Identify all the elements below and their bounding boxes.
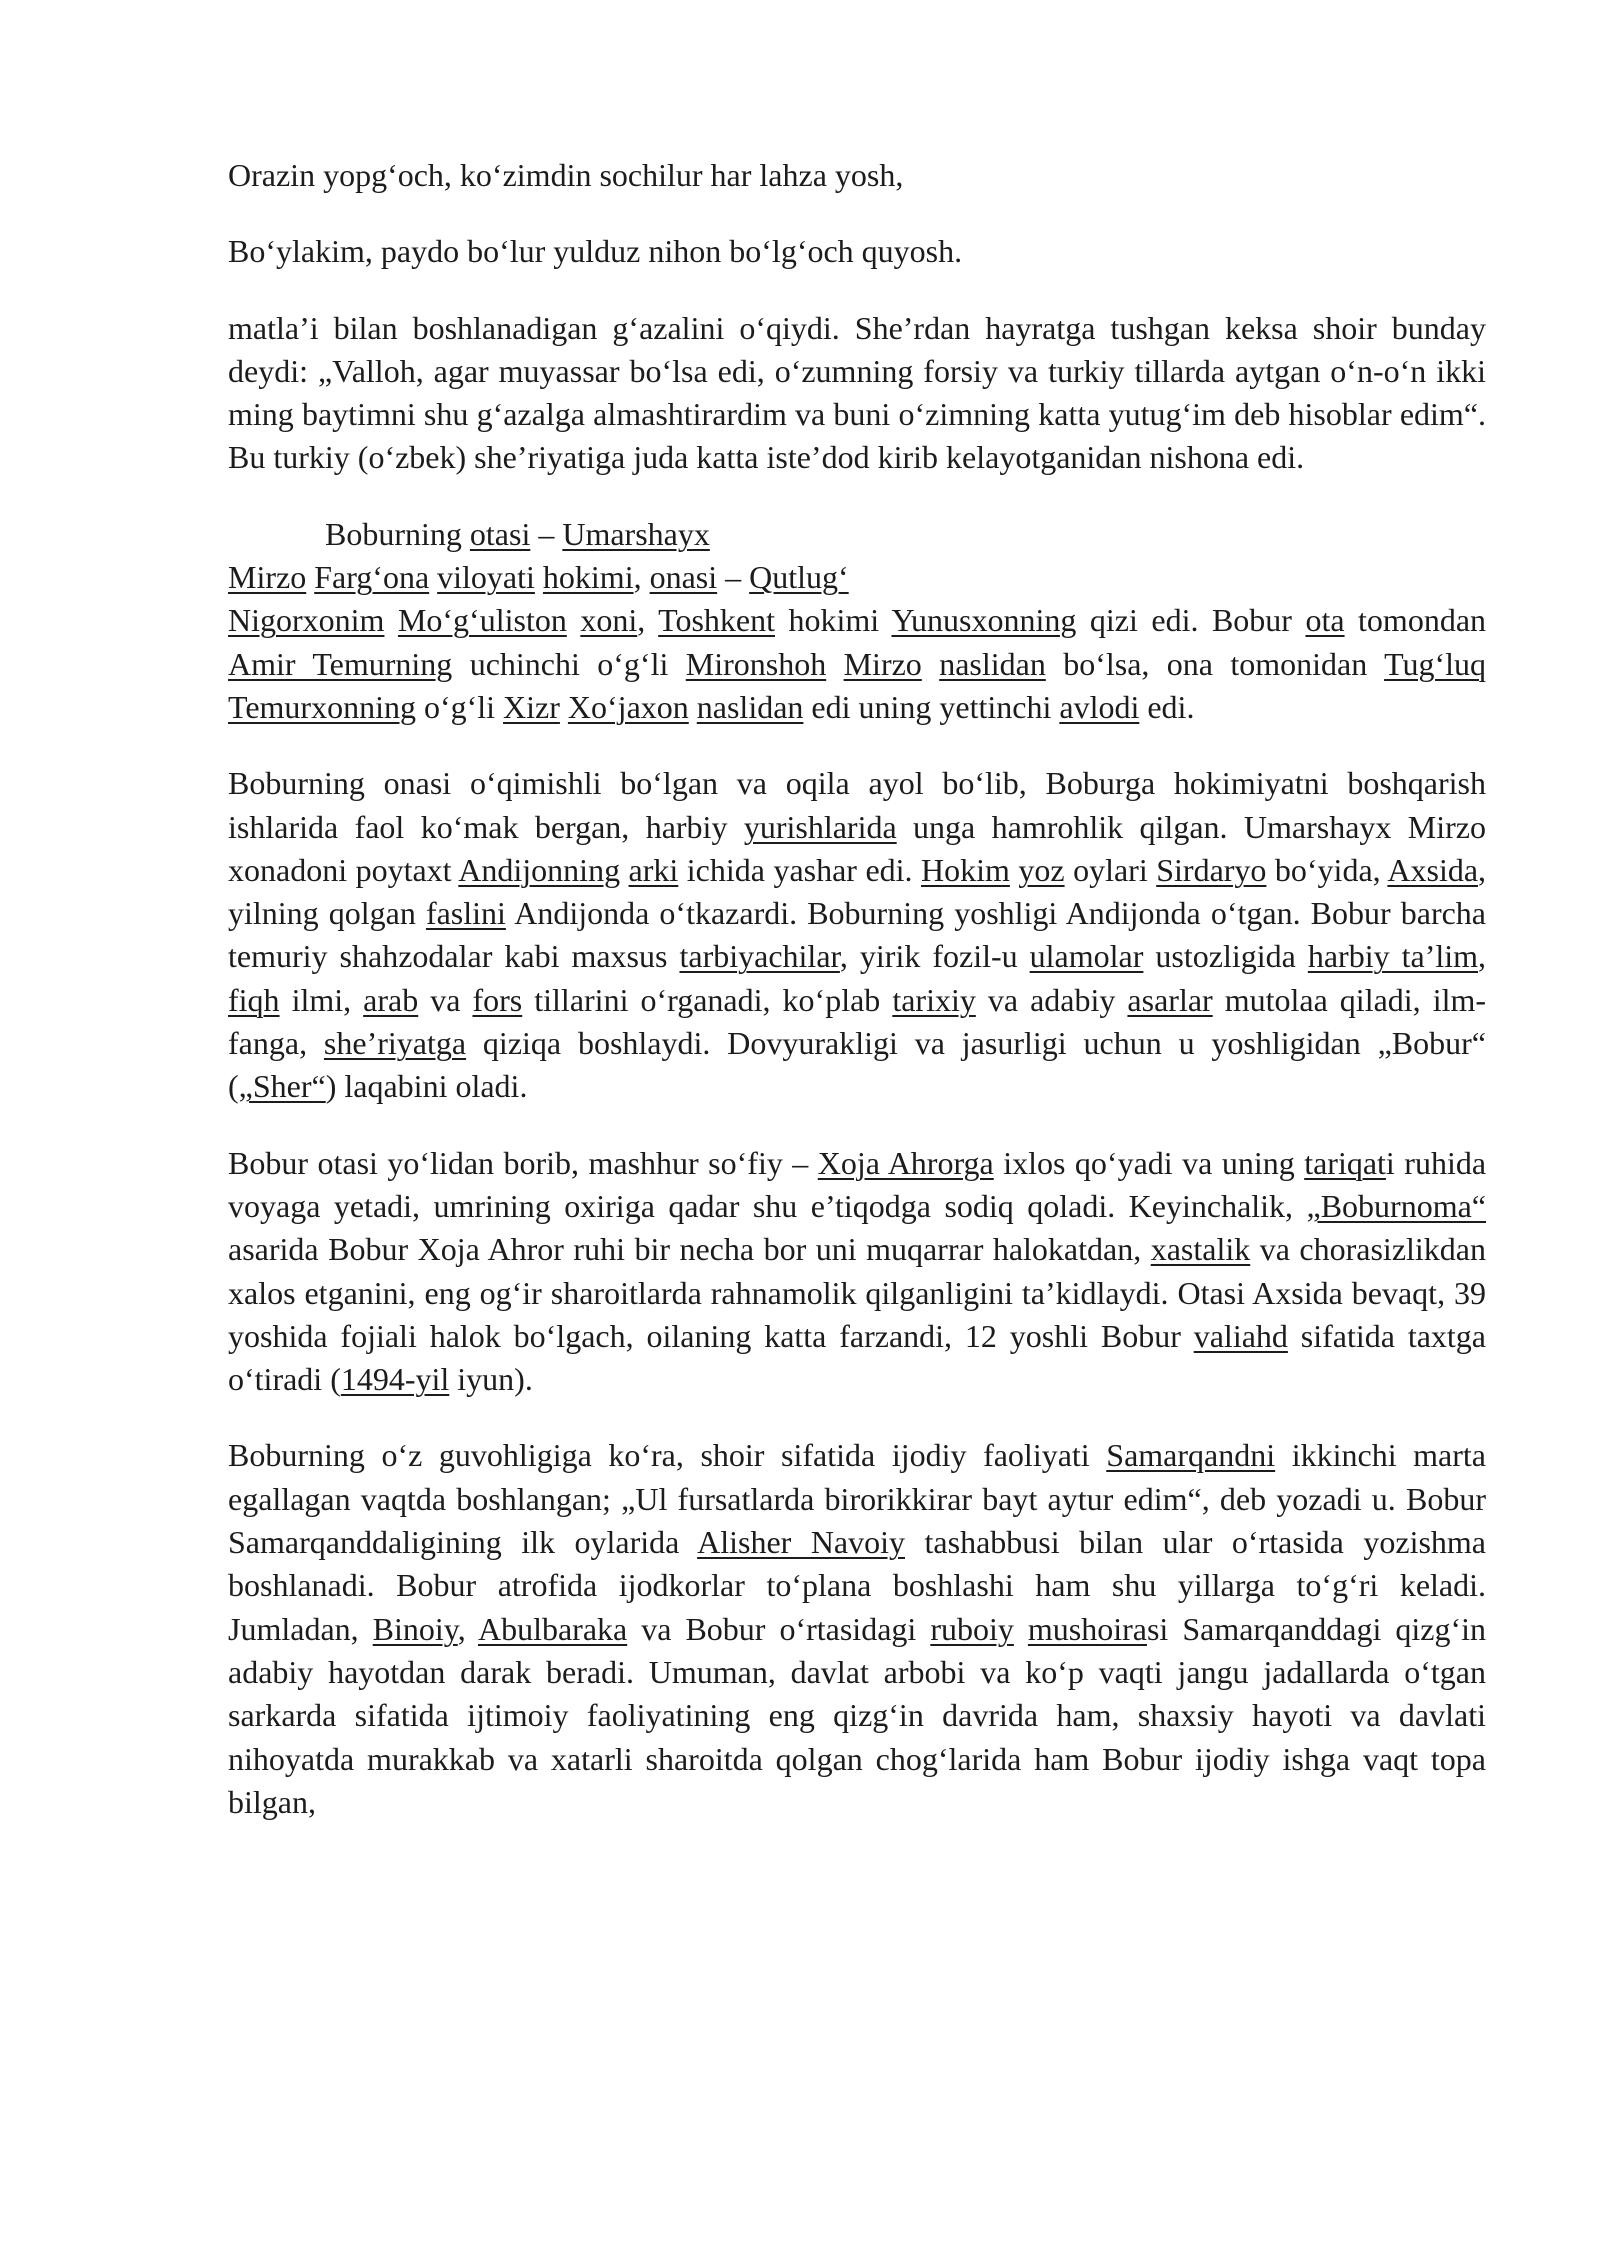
text-run: ) laqabini oladi.: [325, 1068, 528, 1105]
link[interactable]: arab: [363, 981, 419, 1018]
link[interactable]: Andijonning: [458, 851, 621, 888]
text-run: –: [717, 559, 750, 596]
text-run: mutolaa qiladi, ilm-fanga,: [228, 981, 1487, 1062]
link[interactable]: Tug‘luq Temurxonning: [228, 645, 1487, 725]
link[interactable]: otasi: [469, 515, 531, 552]
text-run: edi.: [1139, 688, 1195, 725]
link[interactable]: Alisher Navoiy: [697, 1524, 906, 1561]
text-run: [560, 689, 568, 725]
text-run: asarida Bobur Xoja Ahror ruhi bir necha bor uni muqarrar halokatdan,: [228, 1231, 1151, 1268]
link[interactable]: yurishlarida: [743, 808, 897, 845]
link[interactable]: hokimi: [542, 559, 634, 596]
text-run: [567, 602, 581, 638]
link[interactable]: viloyati: [437, 559, 535, 596]
link[interactable]: ulamolar: [1029, 938, 1144, 975]
link[interactable]: Xizr: [503, 688, 560, 725]
text-run: ilmi,: [279, 981, 364, 1018]
text-run: [1014, 1611, 1028, 1647]
text-run: i ruhida voyaga yetadi, umrining oxiriga qadar shu e’tiqodga sodiq qoladi. Keyinchalik,: [228, 1144, 1487, 1224]
text-run: oylari: [1064, 851, 1157, 888]
text-run: Bobur otasi yo‘lidan borib, mashhur so‘fiy –: [228, 1144, 818, 1181]
link[interactable]: Nigorxonim: [228, 602, 385, 639]
link[interactable]: yoz: [1018, 851, 1065, 888]
text-run: –: [530, 515, 563, 552]
link[interactable]: ruboiy: [930, 1610, 1014, 1647]
link[interactable]: arki: [628, 851, 679, 888]
text-run: Andijonda o‘tkazardi. Boburning yoshligi Andijonda o‘tgan. Bobur barcha temuriy shahzodalar kabi maxsus: [228, 895, 1486, 975]
link[interactable]: Mironshoh: [685, 645, 827, 682]
link[interactable]: „Boburnoma“: [1306, 1187, 1486, 1224]
text-run: qizi edi. Bobur: [1076, 602, 1306, 639]
link[interactable]: asarlar: [1127, 981, 1213, 1018]
text-run: [826, 646, 843, 682]
link[interactable]: onasi: [649, 559, 718, 596]
text-run: ixlos qo‘yadi va uning: [993, 1144, 1305, 1181]
text-run: ikkinchi marta egallagan vaqtda boshlangan; „Ul fursatlarda birorikkirar bayt aytur edim“, deb yozadi u. Bobur Samarqanddaligining ilk oylarida: [228, 1437, 1487, 1561]
link[interactable]: harbiy ta’lim: [1307, 938, 1479, 975]
text-run: sifatida taxtga o‘tiradi (: [228, 1317, 1486, 1398]
text-run: va Bobur o‘rtasidagi: [627, 1610, 931, 1647]
text-run: [384, 602, 398, 638]
link[interactable]: Abulbaraka: [477, 1610, 628, 1647]
text-run: va: [418, 981, 473, 1018]
link[interactable]: Axsida: [1387, 851, 1479, 888]
text-run: [306, 559, 314, 595]
text-run: iyun).: [449, 1361, 533, 1398]
text-run: [620, 852, 628, 888]
text-run: ,: [457, 1610, 478, 1647]
text-run: bo‘yida,: [1266, 851, 1388, 888]
link[interactable]: Qutlug‘: [749, 559, 849, 596]
link[interactable]: Toshkent: [658, 602, 775, 639]
paragraph-matla: [228, 307, 1486, 480]
text-run: va adabiy: [975, 981, 1128, 1018]
paragraph-throne: [228, 1142, 1486, 1402]
text-run: o‘g‘li: [415, 688, 504, 725]
link[interactable]: Binoiy: [372, 1610, 458, 1647]
text-run: ,: [633, 559, 650, 596]
text-run: tomondan: [1344, 602, 1487, 639]
link[interactable]: avlodi: [1059, 688, 1140, 725]
link[interactable]: Samarqandni: [1106, 1437, 1276, 1474]
link[interactable]: valiahd: [1193, 1317, 1288, 1354]
link[interactable]: Hokim: [921, 851, 1010, 888]
text-run: ustozligida: [1143, 938, 1308, 975]
text-run: tillarini o‘rganadi, ko‘plab: [522, 981, 893, 1018]
link[interactable]: xoni: [580, 602, 638, 639]
text-run: [922, 646, 939, 682]
text-run: ,: [637, 602, 659, 639]
text-run: bo‘lsa, ona tomonidan: [1045, 645, 1385, 682]
link[interactable]: Mo‘g‘uliston: [397, 602, 567, 639]
link[interactable]: fiqh: [228, 981, 280, 1018]
text-run: Boburning: [325, 515, 470, 552]
paragraph-creative-work: [228, 1434, 1486, 1824]
link[interactable]: tarbiyachilar: [679, 938, 840, 975]
text-run: qiziqa boshlaydi. Dovyurakligi va jasurligi uchun u yoshligidan „Bobur“ (: [228, 1025, 1487, 1105]
link[interactable]: Yunusxonning: [891, 602, 1077, 639]
paragraph-parents: [228, 513, 1486, 729]
text-run: [689, 689, 697, 725]
link[interactable]: tarixiy: [892, 981, 976, 1018]
link[interactable]: naslidan: [939, 645, 1046, 682]
text-run: hokimi: [775, 602, 892, 639]
link[interactable]: fors: [472, 981, 523, 1018]
link[interactable]: xastalik: [1150, 1231, 1251, 1268]
link[interactable]: naslidan: [696, 688, 804, 725]
text-run: edi uning yettinchi: [803, 688, 1060, 725]
document-page: [228, 154, 1486, 1857]
link[interactable]: Sirdaryo: [1156, 851, 1267, 888]
link[interactable]: „Sher“: [238, 1068, 326, 1105]
text-run: ichida yashar edi.: [678, 851, 922, 888]
text-run: matla’i bilan boshlanadigan g‘azalini o‘qiydi. She’rdan hayratga tushgan keksa shoir bunday deydi: „Valloh, agar muyassar bo‘lsa edi, o‘zumning forsiy va turkiy tillarda aytgan o‘n-o‘n ikki ming baytimni shu g‘azalga almashtirardim va buni o‘zimning katta yutug‘im deb hisoblar edim“. Bu turkiy (o‘zbek) she’riyatiga juda katta iste’dod kirib kelayotganidan nishona edi.: [228, 309, 1486, 476]
text-run: , yirik fozil-u: [839, 938, 1030, 975]
link[interactable]: ota: [1305, 602, 1345, 639]
paragraph-youth: [228, 762, 1486, 1108]
text-run: si Samarqanddagi qizg‘in adabiy hayotdan darak beradi. Umuman, davlat arbobi va ko‘p vaqti jangu jadallarda o‘tgan sarkarda sifatida ijtimoiy faoliyatining eng qizg‘in davrida ham, shaxsiy hayoti va davlati nihoyatda murakkab va xatarli sharoitda qolgan chog‘larida ham Bobur ijodiy ishga vaqt topa bilgan,: [228, 1610, 1487, 1820]
link[interactable]: mushoira: [1027, 1610, 1147, 1647]
text-run: unga hamrohlik qilgan. Umarshayx Mirzo xonadoni poytaxt: [228, 808, 1487, 888]
text-run: , yilning qolgan: [228, 851, 1487, 932]
link[interactable]: she’riyatga: [323, 1025, 467, 1062]
link[interactable]: Mirzo: [228, 559, 307, 596]
link[interactable]: Farg‘ona: [314, 559, 430, 596]
verse-line-1: Orazin yopg‘och, ko‘zimdin sochilur har lahza yosh,: [228, 157, 904, 193]
text-run: tashabbusi bilan ular o‘rtasida yozishma boshlanadi. Bobur atrofida ijodkorlar to‘plana boshlashi ham shu yillarga to‘g‘ri keladi. Jumladan,: [228, 1524, 1487, 1647]
text-run: Boburning onasi o‘qimishli bo‘lgan va oqila ayol bo‘lib, Boburga hokimiyatni boshqarish ishlarida faol ko‘mak bergan, harbiy: [228, 765, 1486, 845]
text-run: Boburning o‘z guvohligiga ko‘ra, shoir sifatida ijodiy faoliyati: [228, 1437, 1107, 1474]
link[interactable]: Xoja Ahrorga: [817, 1144, 994, 1181]
link[interactable]: 1494-yil: [340, 1361, 450, 1398]
link[interactable]: Umarshayx: [562, 515, 710, 552]
verse-line-2: Bo‘ylakim, paydo bo‘lur yulduz nihon bo‘lg‘och quyosh.: [228, 233, 963, 270]
text-run: [535, 559, 543, 595]
link[interactable]: Amir Temurning: [228, 645, 453, 682]
link[interactable]: tariqat: [1304, 1144, 1386, 1181]
link[interactable]: faslini: [425, 895, 506, 932]
text-run: ,: [1478, 938, 1487, 975]
text-run: uchinchi o‘g‘li: [452, 645, 686, 682]
text-run: va chorasizlikdan xalos etganini, eng og‘ir sharoitlarda rahnamolik qilganligini ta’kidlaydi. Otasi Axsida bevaqt, 39 yoshida fojiali halok bo‘lgach, oilaning katta farzandi, 12 yoshli Bobur: [228, 1231, 1486, 1354]
link[interactable]: Mirzo: [843, 645, 922, 682]
link[interactable]: Xo‘jaxon: [567, 688, 689, 725]
text-run: [429, 559, 437, 595]
